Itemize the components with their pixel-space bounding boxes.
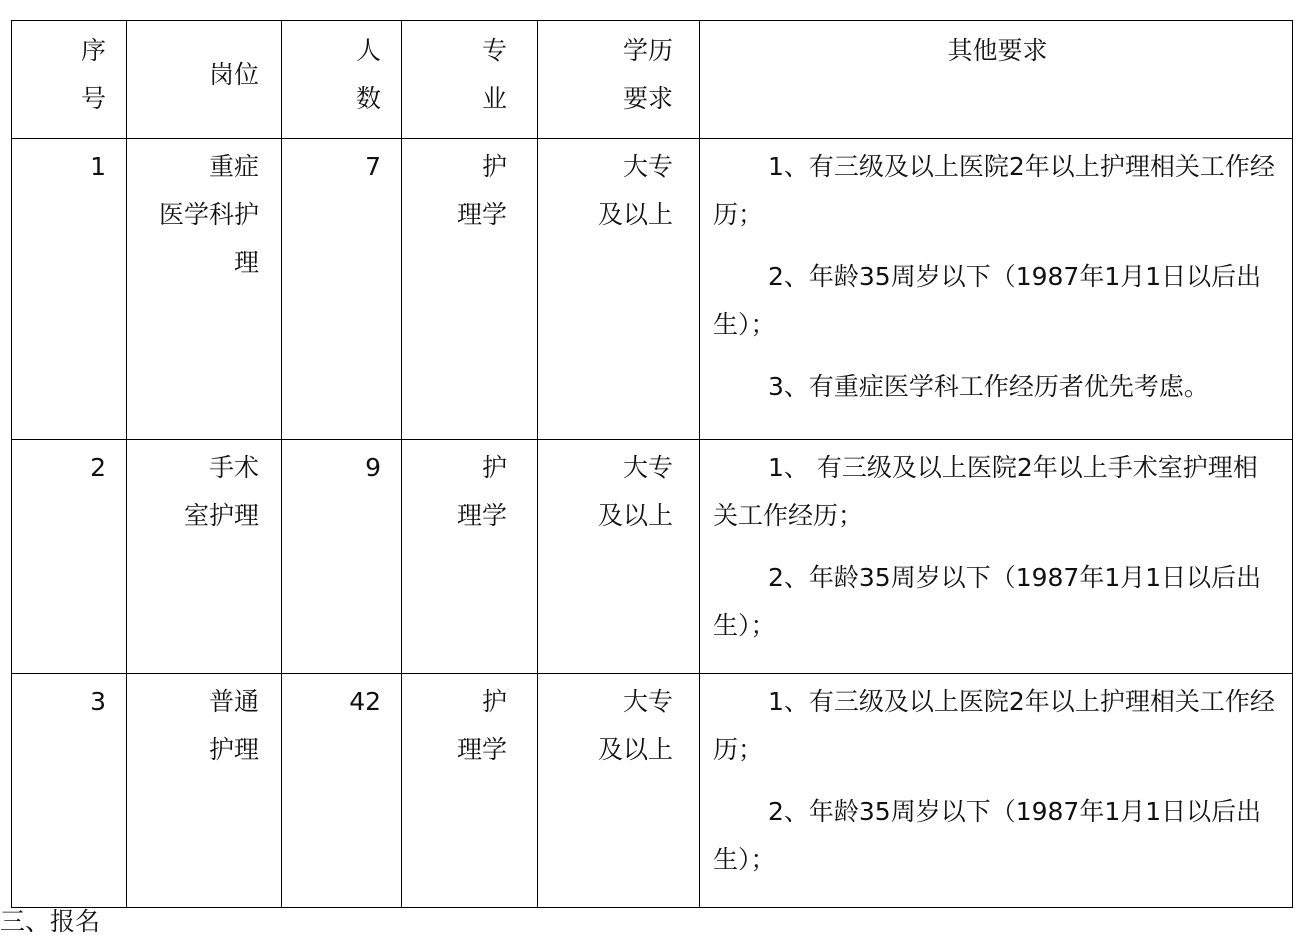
header-seq: 序 号 <box>12 21 127 139</box>
cell-major: 护 理学 <box>402 440 538 674</box>
cell-major: 护 理学 <box>402 674 538 908</box>
header-other: 其他要求 <box>700 21 1293 139</box>
cell-major: 护 理学 <box>402 139 538 440</box>
header-education: 学历 要求 <box>538 21 700 139</box>
cell-seq: 2 <box>12 440 127 674</box>
cell-count: 42 <box>282 674 402 908</box>
table-row <box>12 440 1293 674</box>
table-row <box>12 674 1293 908</box>
cell-education: 大专 及以上 <box>538 139 700 440</box>
cell-count: 9 <box>282 440 402 674</box>
cut-off-section-heading <box>0 907 110 936</box>
cell-education: 大专 及以上 <box>538 440 700 674</box>
header-row <box>12 21 1293 139</box>
requirement-item: 1、有三级及以上医院2年以上护理相关工作经历； <box>713 687 1275 764</box>
section-heading-text: 三、报名 <box>0 907 101 936</box>
requirement-item: 2、年龄35周岁以下（1987年1月1日以后出生）； <box>713 563 1262 640</box>
cell-post: 手术 室护理 <box>127 440 282 674</box>
cell-seq: 3 <box>12 674 127 908</box>
header-major: 专 业 <box>402 21 538 139</box>
cell-requirements <box>700 139 1293 440</box>
header-post: 岗位 <box>127 21 282 139</box>
cell-seq: 1 <box>12 139 127 440</box>
cell-post: 重症 医学科护 理 <box>127 139 282 440</box>
cell-requirements <box>700 674 1293 908</box>
cell-requirements <box>700 440 1293 674</box>
cell-education: 大专 及以上 <box>538 674 700 908</box>
table-row <box>12 139 1293 440</box>
recruitment-table <box>11 20 1293 908</box>
header-count: 人 数 <box>282 21 402 139</box>
requirement-item: 1、 有三级及以上医院2年以上手术室护理相关工作经历； <box>713 453 1258 530</box>
requirement-item: 1、有三级及以上医院2年以上护理相关工作经历； <box>713 152 1275 229</box>
requirement-item: 2、年龄35周岁以下（1987年1月1日以后出生）； <box>713 262 1262 339</box>
requirement-item: 2、年龄35周岁以下（1987年1月1日以后出生）； <box>713 797 1262 874</box>
requirement-item: 3、有重症医学科工作经历者优先考虑。 <box>768 372 1209 401</box>
cell-count: 7 <box>282 139 402 440</box>
cell-post: 普通 护理 <box>127 674 282 908</box>
